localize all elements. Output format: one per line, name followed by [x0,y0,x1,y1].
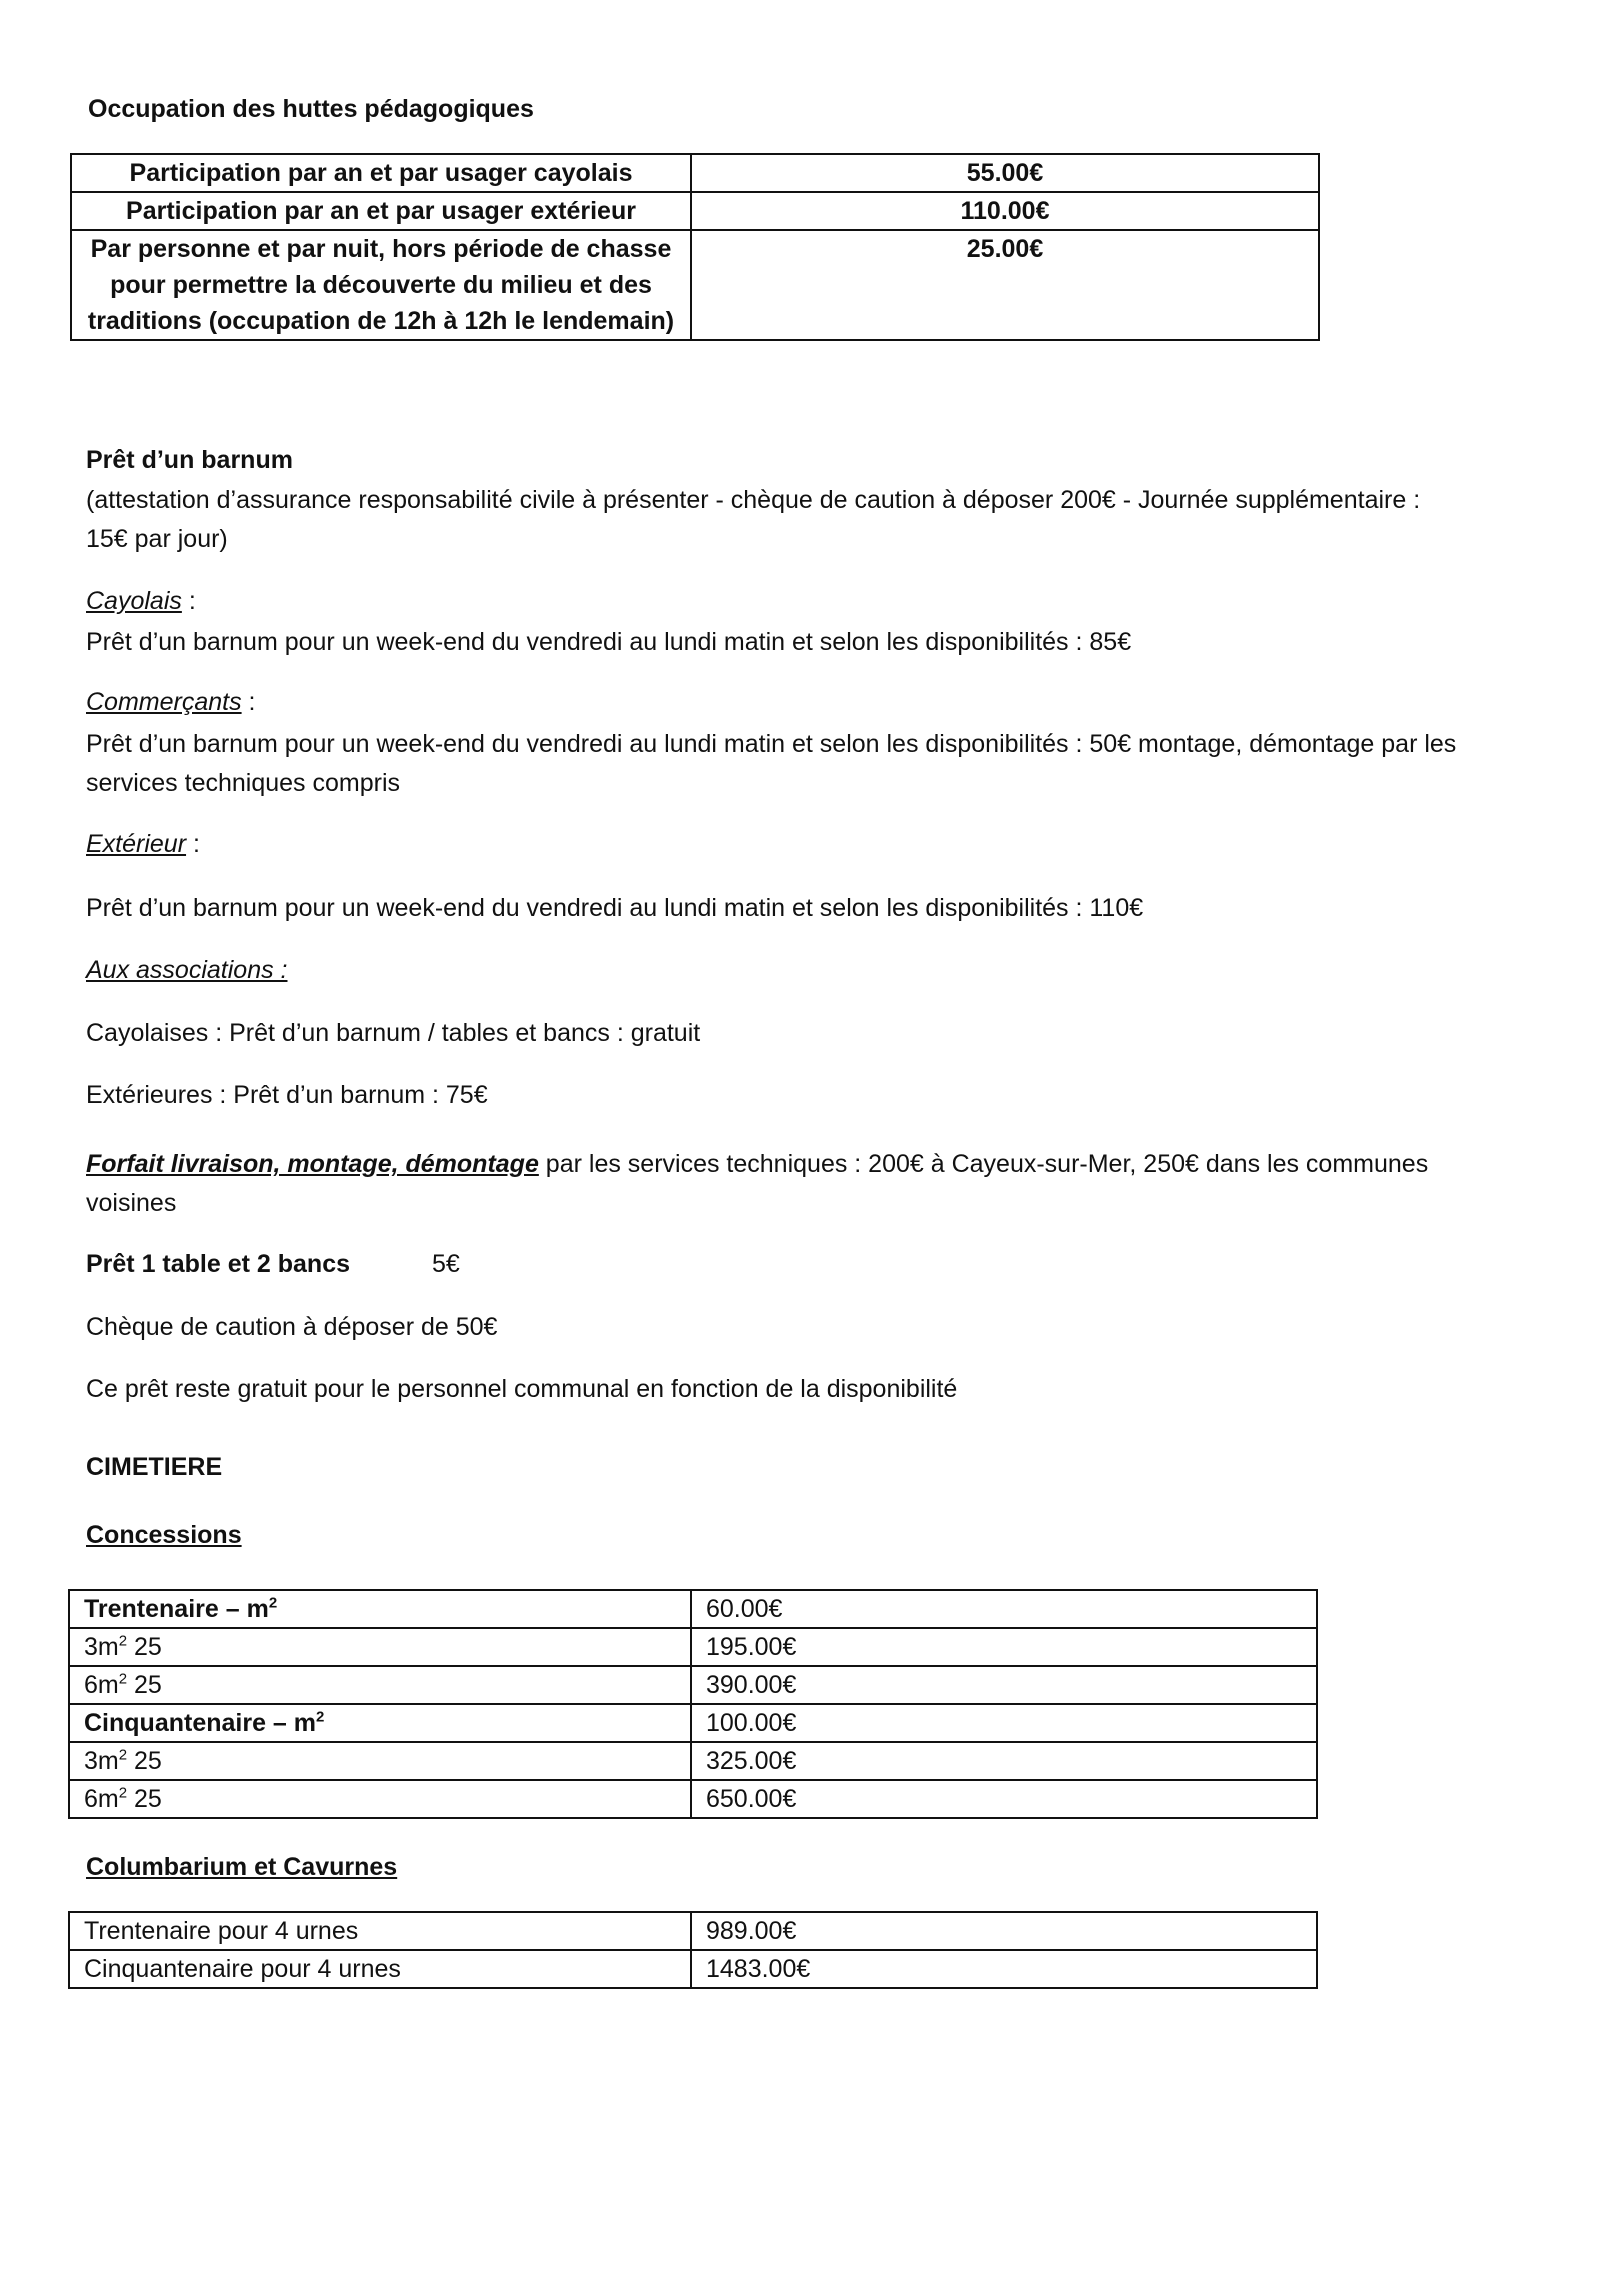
columbarium-price: 989.00€ [691,1912,1317,1950]
concession-label: $3m^2$ 25 [69,1742,691,1780]
cimetiere-title: CIMETIERE [86,1453,223,1481]
exterieur-heading [86,825,200,864]
concession-price: 195.00€ [691,1628,1317,1666]
table-row [71,192,1319,230]
table-row [69,1742,1317,1780]
concession-price: 100.00€ [691,1704,1317,1742]
huttes-title: Occupation des huttes pédagogiques [88,95,534,123]
barnum-title: Prêt d’un barnum [86,446,293,474]
huttes-table [70,153,1320,341]
tables-note: Ce prêt reste gratuit pour le personnel communal en fonction de la disponibilité [86,1375,958,1403]
colon: : [186,830,200,858]
concessions-table [68,1589,1318,1819]
table-row [69,1590,1317,1628]
associations-label: Aux associations : [86,956,288,984]
forfait-label: Forfait livraison, montage, démontage [86,1150,539,1178]
table-row [71,230,1319,340]
huttes-price: 110.00€ [691,192,1319,230]
concession-price: 60.00€ [691,1590,1317,1628]
huttes-label: Participation par an et par usager cayolais [71,154,691,192]
cayolais-heading [86,582,196,621]
huttes-label: Participation par an et par usager extérieur [71,192,691,230]
tables-caution: Chèque de caution à déposer de 50€ [86,1313,498,1341]
concessions-title: Concessions [86,1521,242,1549]
concession-price: 390.00€ [691,1666,1317,1704]
cayolais-text: Prêt d’un barnum pour un week-end du vendredi au lundi matin et selon les disponibilités : 85€ [86,628,1132,656]
forfait-text: par les services techniques : 200€ à Cayeux-sur-Mer, 250€ dans les communes voisines [86,1150,1429,1217]
colon: : [181,587,196,615]
concession-label: $3m^2$ 25 [69,1628,691,1666]
assoc-exterieures: Extérieures : Prêt d’un barnum : 75€ [86,1081,488,1109]
table-row [69,1912,1317,1950]
huttes-price: 55.00€ [691,154,1319,192]
table-row [69,1704,1317,1742]
concession-label: Cinquantenaire – $m^2$ [69,1704,691,1742]
columbarium-label: Cinquantenaire pour 4 urnes [69,1950,691,1988]
forfait-paragraph [86,1145,1466,1223]
concession-price: 325.00€ [691,1742,1317,1780]
commercants-label: Commerçants [86,688,242,716]
huttes-price: 25.00€ [691,230,1319,340]
table-row [71,154,1319,192]
commercants-heading [86,683,256,722]
concession-label: $6m^2$ 25 [69,1666,691,1704]
barnum-note: (attestation d’assurance responsabilité civile à présenter - chèque de caution à déposer 200€ - Journée supplémentaire : 15€ par jour) [86,486,1421,553]
tables-price: 5€ [432,1250,460,1278]
huttes-label: Par personne et par nuit, hors période de chasse pour permettre la découverte du milieu et des traditions (occupation de 12h à 12h le lendemain) [71,230,691,340]
exterieur-text: Prêt d’un barnum pour un week-end du vendredi au lundi matin et selon les disponibilités : 110€ [86,894,1144,922]
cayolais-label: Cayolais [86,587,182,615]
commercants-text: Prêt d’un barnum pour un week-end du vendredi au lundi matin et selon les disponibilités : 50€ montage, démontage par les services techniques compris [86,730,1457,797]
table-row [69,1666,1317,1704]
assoc-cayolaises: Cayolaises : Prêt d’un barnum / tables et bancs : gratuit [86,1019,701,1047]
colon: : [241,688,256,716]
table-row [69,1950,1317,1988]
concession-label: $6m^2$ 25 [69,1780,691,1818]
columbarium-title: Columbarium et Cavurnes [86,1853,398,1881]
table-row [69,1628,1317,1666]
columbarium-table [68,1911,1318,1989]
tables-title: Prêt 1 table et 2 bancs [86,1250,351,1278]
columbarium-price: 1483.00€ [691,1950,1317,1988]
concession-price: 650.00€ [691,1780,1317,1818]
table-row [69,1780,1317,1818]
exterieur-label: Extérieur [86,830,187,858]
columbarium-label: Trentenaire pour 4 urnes [69,1912,691,1950]
concession-label: Trentenaire – $m^2$ [69,1590,691,1628]
